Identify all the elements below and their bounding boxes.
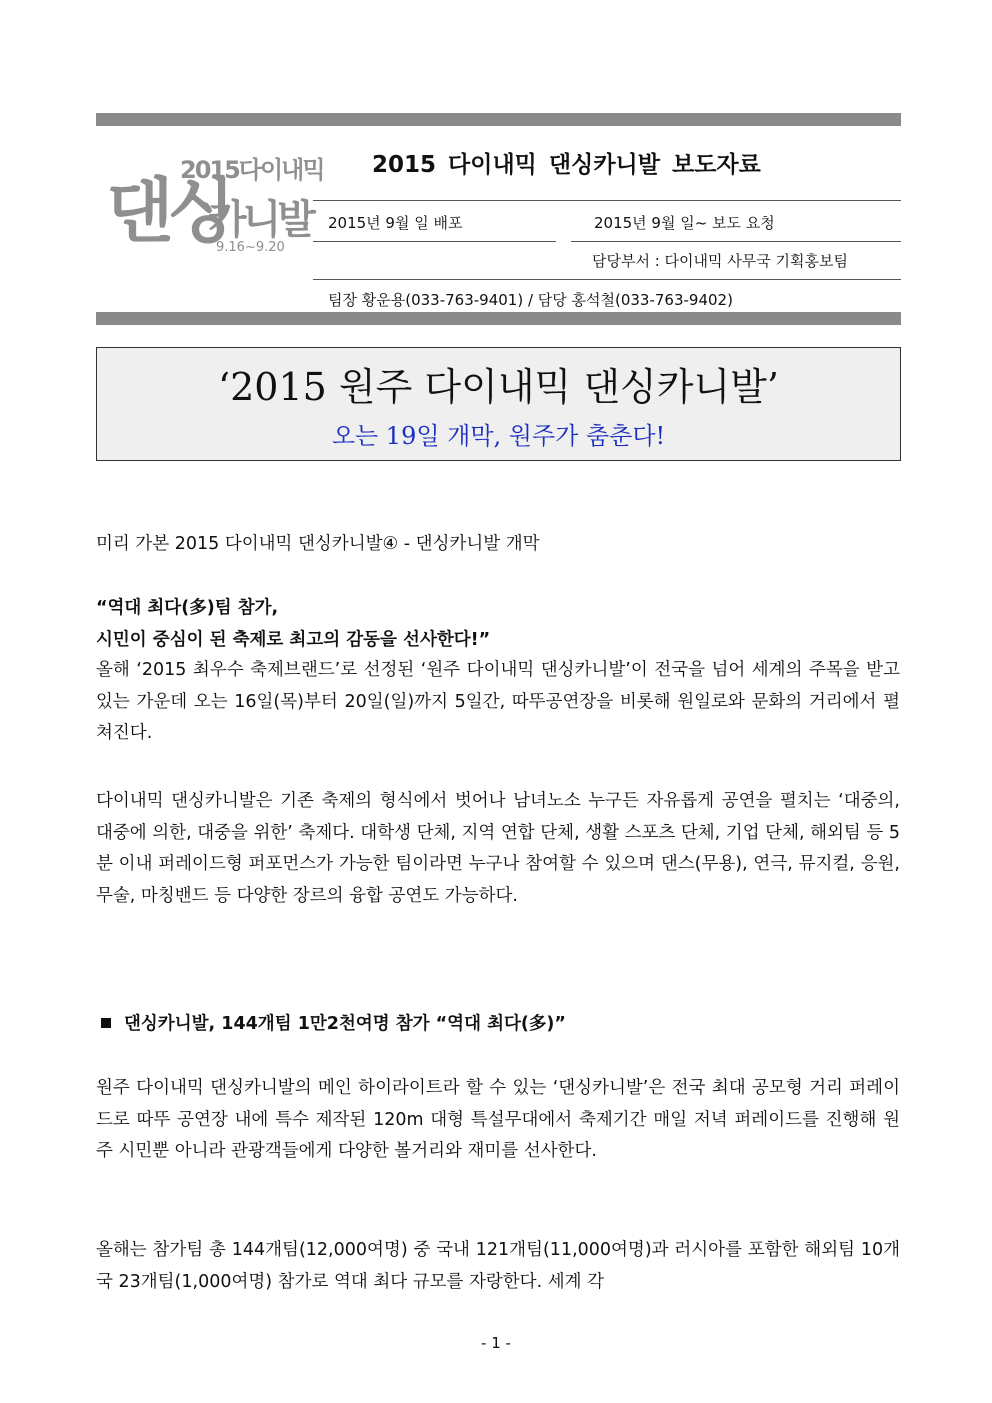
request-date: 2015년 9월 일~ 보도 요청 xyxy=(594,214,775,232)
section-heading: 댄싱카니발, 144개팀 1만2천여명 참가 “역대 최다(多)” xyxy=(124,1014,566,1034)
logo-big-text: 댄싱 xyxy=(106,170,230,252)
series-title: 미리 가본 2015 다이내믹 댄싱카니발④ - 댄싱카니발 개막 xyxy=(96,534,540,554)
paragraph-2: 다이내믹 댄싱카니발은 기존 축제의 형식에서 벗어나 남녀노소 누구든 자유롭게 공연을 펼치는 ‘대중의, 대중에 의한, 대중을 위한’ 축제다. 대학생 단체, 지역 연합 단체, 생활 스포츠 단체, 기업 단체, 해외팀 등 5분 이내 퍼레이드형 퍼포먼스가 가능한 팀이라면 누구나 참여할 수 있으며 댄스(무용), 연극, 뮤지컬, 응원, 무술, 마칭밴드 등 다양한 장르의 융합 공연도 가능하다. xyxy=(96,791,900,906)
contacts: 팀장 황운용(033-763-9401) / 담당 홍석철(033-763-9402) xyxy=(328,291,733,309)
quote-line-2: 시민이 중심이 된 축제로 최고의 감동을 선사한다!” xyxy=(96,630,491,650)
page-number: - 1 - xyxy=(481,1334,511,1352)
release-date: 2015년 9월 일 배포 xyxy=(328,214,463,232)
paragraph-1: 올해 ‘2015 최우수 축제브랜드’로 선정된 ‘원주 다이내믹 댄싱카니발’이 전국을 넘어 세계의 주목을 받고 있는 가운데 오는 16일(목)부터 20일(일)까지 5일간, 따뚜공연장을 비롯해 원일로와 문화의 거리에서 펼쳐진다. xyxy=(96,660,900,743)
logo-dates: 9.16~9.20 xyxy=(216,240,285,255)
logo-year-text: 2015다이내믹 xyxy=(180,156,324,184)
bullet-square-icon xyxy=(101,1018,111,1028)
headline-sub: 오는 19일 개막, 원주가 춤춘다! xyxy=(331,422,666,450)
header-top-bar xyxy=(96,113,901,126)
header-bottom-bar xyxy=(96,312,901,325)
press-release-title: 2015 다이내믹 댄싱카니발 보도자료 xyxy=(372,152,761,178)
logo-small-text: 카니발 xyxy=(208,197,312,243)
header-line-3 xyxy=(313,279,901,280)
header-line-2a xyxy=(313,241,556,242)
headline-main: ‘2015 원주 다이내믹 댄싱카니발’ xyxy=(218,365,779,409)
quote-line-1: “역대 최다(多)팀 참가, xyxy=(96,598,279,618)
paragraph-4: 올해는 참가팀 총 144개팀(12,000여명) 중 국내 121개팀(11,000여명)과 러시아를 포함한 해외팀 10개국 23개팀(1,000여명) 참가로 역대 최다 규모를 자랑한다. 세계 각 xyxy=(96,1240,900,1292)
festival-logo xyxy=(100,140,324,305)
department: 담당부서 : 다이내믹 사무국 기획홍보팀 xyxy=(592,252,848,270)
headline-box xyxy=(96,347,901,461)
header-line-2b xyxy=(571,241,901,242)
header-line-1 xyxy=(313,200,901,201)
paragraph-3: 원주 다이내믹 댄싱카니발의 메인 하이라이트라 할 수 있는 ‘댄싱카니발’은 전국 최대 공모형 거리 퍼레이드로 따뚜 공연장 내에 특수 제작된 120m 대형 특설무대에서 축제기간 매일 저녁 퍼레이드를 진행해 원주 시민뿐 아니라 관광객들에게 다양한 볼거리와 재미를 선사한다. xyxy=(96,1078,900,1161)
